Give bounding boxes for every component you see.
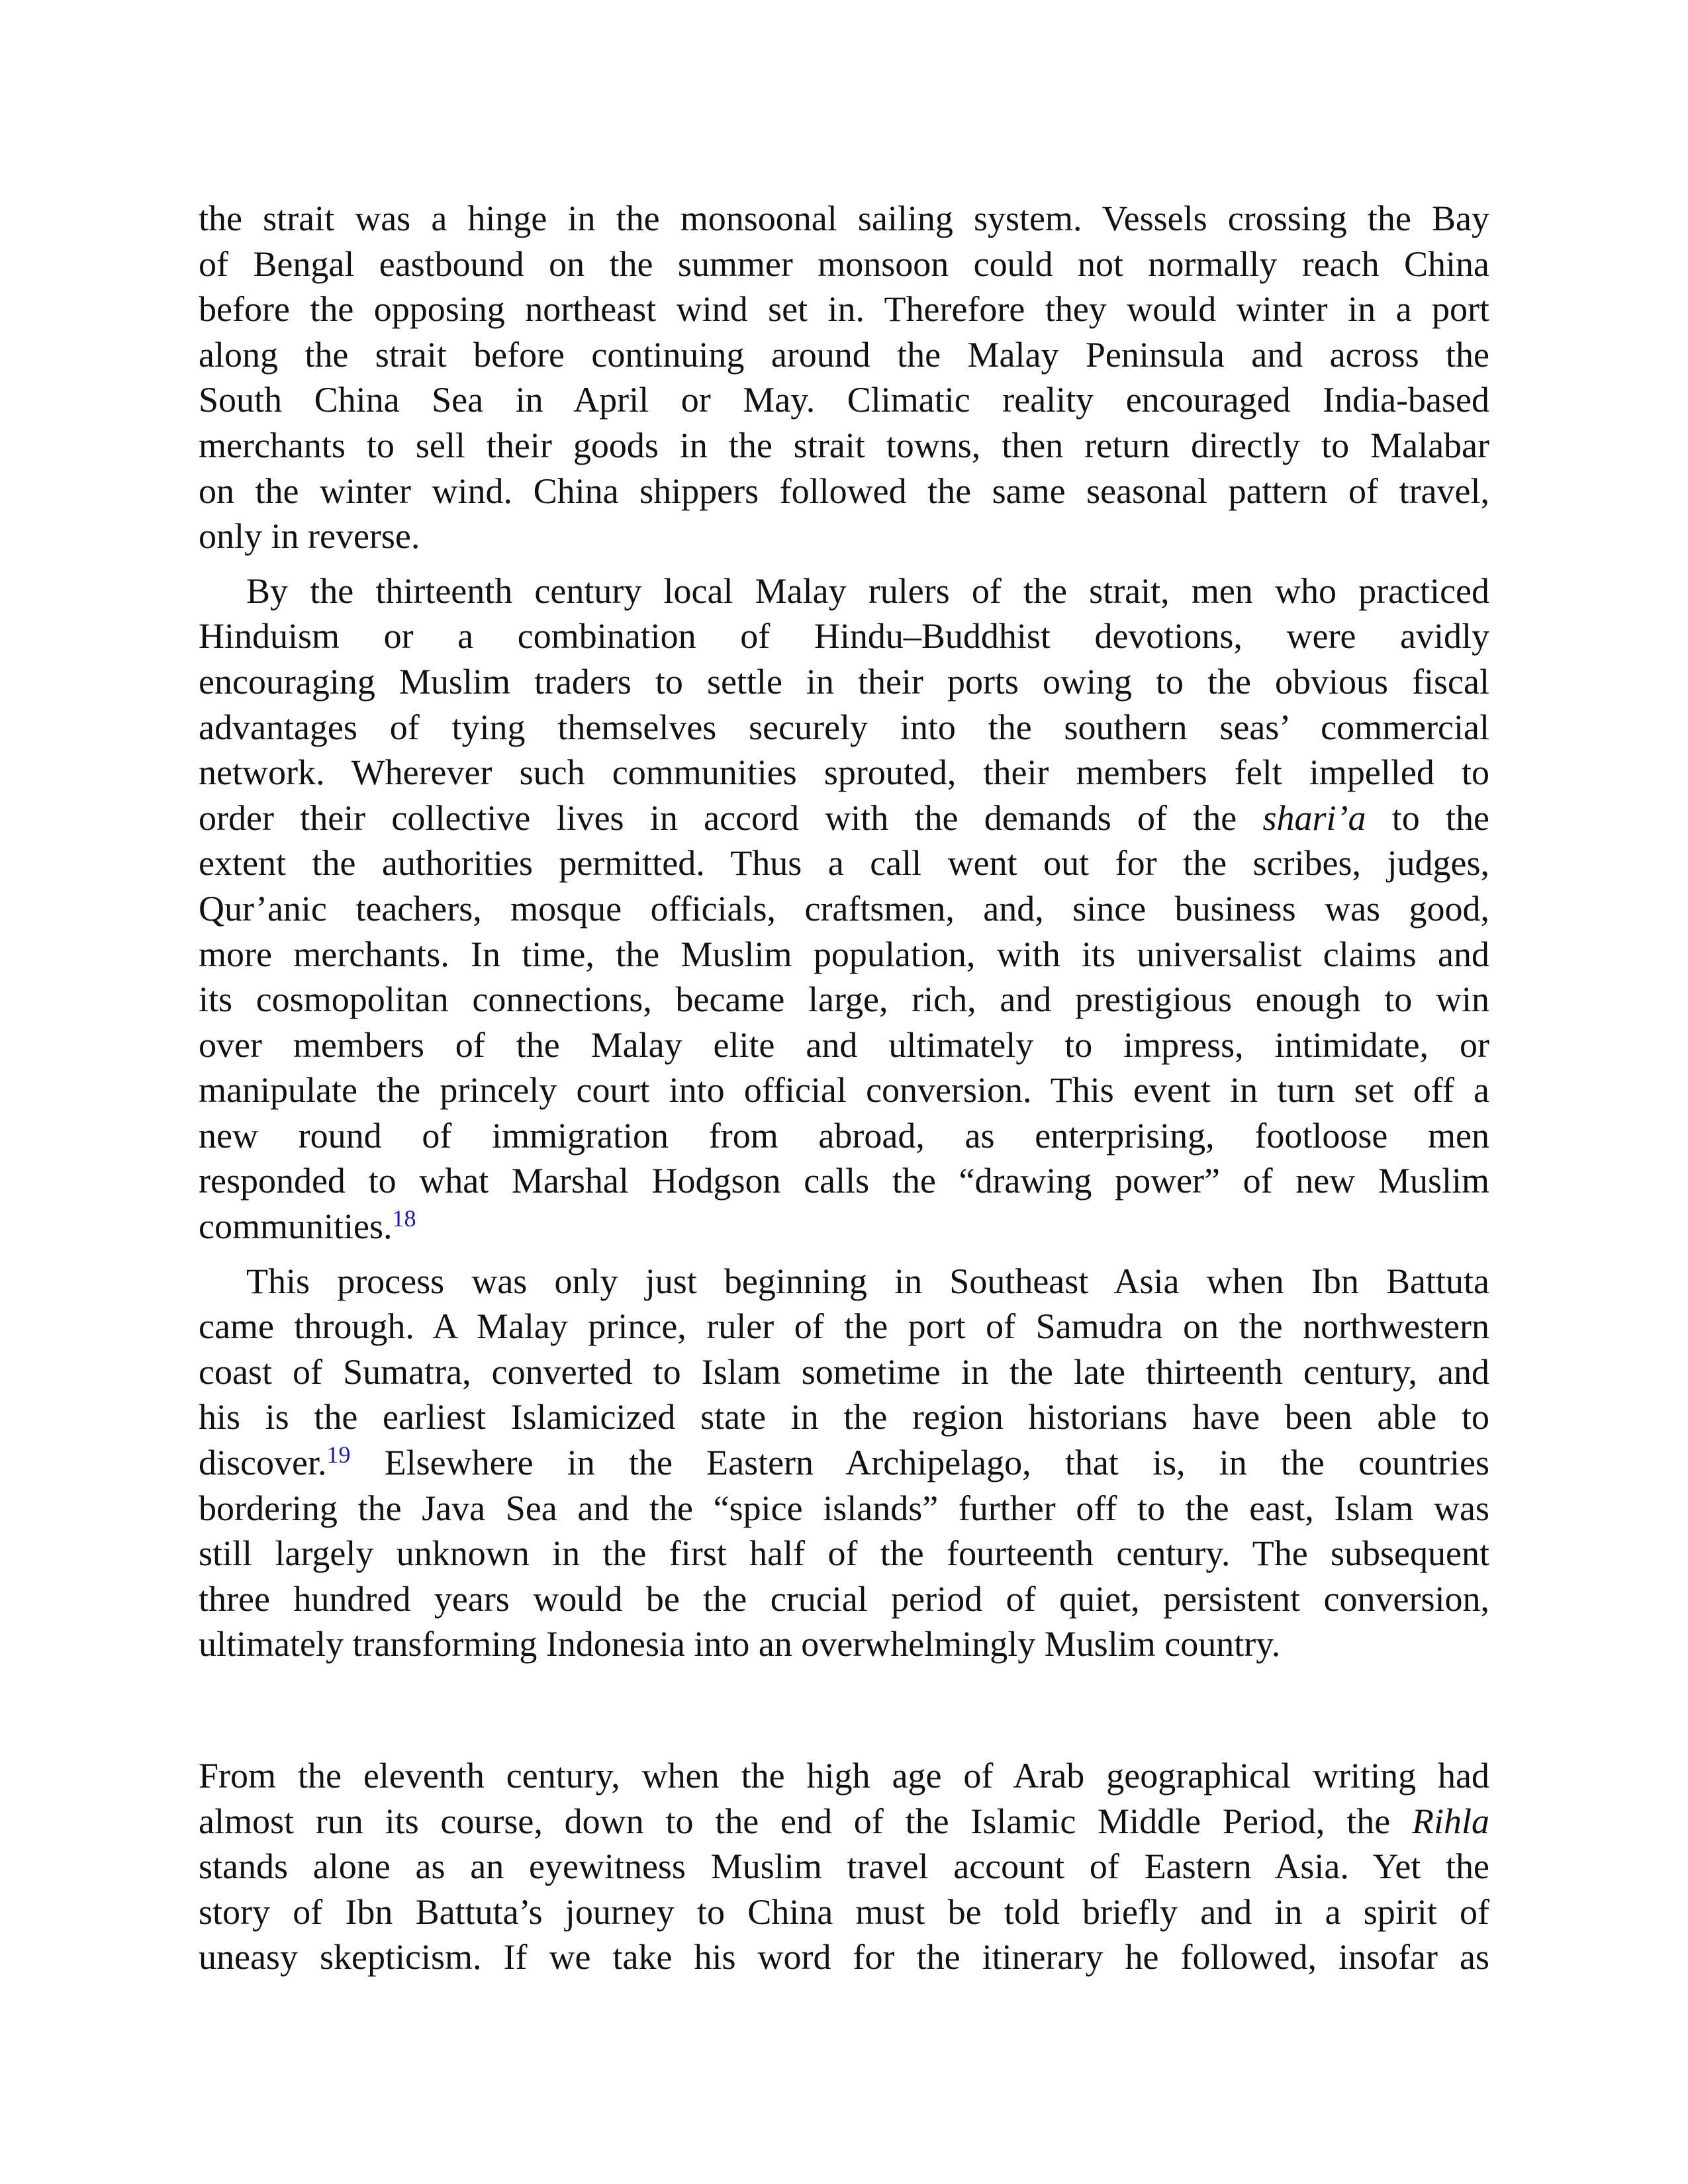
text-line: his is the earliest Islamicized state in the region historians have been able to bbox=[199, 1397, 1489, 1437]
text-line: By the thirteenth century local Malay rulers of the strait, men who practiced bbox=[246, 570, 1489, 611]
text-line-with-italic bbox=[199, 796, 1489, 841]
text-line: network. Wherever such communities sprouted, their members felt impelled to bbox=[199, 752, 1489, 793]
text-line: the strait was a hinge in the monsoonal sailing system. Vessels crossing the Bay bbox=[199, 199, 1489, 238]
text-line: coast of Sumatra, converted to Islam sometime in the late thirteenth century, and bbox=[199, 1351, 1489, 1392]
paragraph-2 bbox=[199, 569, 1489, 1250]
text-line: stands alone as an eyewitness Muslim travel account of Eastern Asia. Yet the bbox=[199, 1846, 1489, 1887]
text-line: manipulate the princely court into official conversion. This event in turn set off a bbox=[199, 1070, 1489, 1111]
text-line-with-italic bbox=[199, 1799, 1489, 1844]
text-line: bordering the Java Sea and the “spice islands” further off to the east, Islam was bbox=[199, 1488, 1489, 1528]
text-line: before the opposing northeast wind set in. Therefore they would winter in a port bbox=[199, 289, 1489, 330]
text-fragment: Elsewhere in the Eastern Archipelago, that is, in the countries bbox=[384, 1443, 1490, 1483]
text-line: more merchants. In time, the Muslim population, with its universalist claims and bbox=[199, 934, 1489, 974]
text-line: This process was only just beginning in Southeast Asia when Ibn Battuta bbox=[246, 1261, 1489, 1301]
text-fragment: to the bbox=[1391, 797, 1490, 838]
text-line-with-footnote bbox=[199, 1204, 1489, 1250]
text-line: encouraging Muslim traders to settle in their ports owing to the obvious fiscal bbox=[199, 661, 1489, 702]
text-line: new round of immigration from abroad, as enterprising, footloose men bbox=[199, 1115, 1489, 1156]
page-body bbox=[199, 196, 1489, 1980]
text-line: South China Sea in April or May. Climatic reality encouraged India-based bbox=[199, 380, 1489, 420]
text-line: Qur’anic teachers, mosque officials, craftsmen, and, since business was good, bbox=[199, 888, 1489, 929]
text-line: From the eleventh century, when the high age of Arab geographical writing had bbox=[199, 1756, 1489, 1796]
text-line: extent the authorities permitted. Thus a call went out for the scribes, judges, bbox=[199, 843, 1489, 884]
text-line: Hinduism or a combination of Hindu–Buddhist devotions, were avidly bbox=[199, 616, 1489, 657]
footnote-ref-19[interactable]: 19 bbox=[326, 1441, 351, 1469]
paragraph-4 bbox=[199, 1753, 1489, 1980]
text-line: its cosmopolitan connections, became large, rich, and prestigious enough to win bbox=[199, 979, 1489, 1020]
text-fragment: communities. bbox=[199, 1206, 393, 1247]
text-line: story of Ibn Battuta’s journey to China must be told briefly and in a spirit of bbox=[199, 1891, 1489, 1932]
text-line: advantages of tying themselves securely into the southern seas’ commercial bbox=[199, 707, 1489, 747]
text-line: only in reverse. bbox=[199, 516, 420, 557]
italic-term-sharia: shari’a bbox=[1262, 797, 1366, 838]
text-line: on the winter wind. China shippers followed the same seasonal pattern of travel, bbox=[199, 471, 1489, 511]
text-line: merchants to sell their goods in the strait towns, then return directly to Malabar bbox=[199, 425, 1489, 465]
paragraph-1 bbox=[199, 196, 1489, 559]
text-line: along the strait before continuing around the Malay Peninsula and across the bbox=[199, 334, 1489, 375]
text-fragment: discover. bbox=[199, 1443, 327, 1483]
paragraph-3 bbox=[199, 1259, 1489, 1667]
text-fragment: almost run its course, down to the end of the Islamic Middle Period, the bbox=[199, 1801, 1391, 1841]
text-line-with-footnote bbox=[199, 1440, 1489, 1486]
text-line: ultimately transforming Indonesia into an overwhelmingly Muslim country. bbox=[199, 1624, 1281, 1664]
text-line: over members of the Malay elite and ultimately to impress, intimidate, or bbox=[199, 1024, 1489, 1065]
text-line: came through. A Malay prince, ruler of the port of Samudra on the northwestern bbox=[199, 1306, 1489, 1347]
footnote-ref-18[interactable]: 18 bbox=[392, 1205, 416, 1232]
text-fragment: order their collective lives in accord with the demands of the bbox=[199, 797, 1237, 838]
text-line: still largely unknown in the first half of the fourteenth century. The subsequent bbox=[199, 1533, 1489, 1574]
italic-title-rihla: Rihla bbox=[1412, 1801, 1489, 1841]
text-line: uneasy skepticism. If we take his word for the itinerary he followed, insofar as bbox=[199, 1937, 1489, 1978]
text-line: of Bengal eastbound on the summer monsoon could not normally reach China bbox=[199, 244, 1489, 284]
text-line: three hundred years would be the crucial period of quiet, persistent conversion, bbox=[199, 1578, 1489, 1619]
text-line: responded to what Marshal Hodgson calls the “drawing power” of new Muslim bbox=[199, 1161, 1489, 1201]
